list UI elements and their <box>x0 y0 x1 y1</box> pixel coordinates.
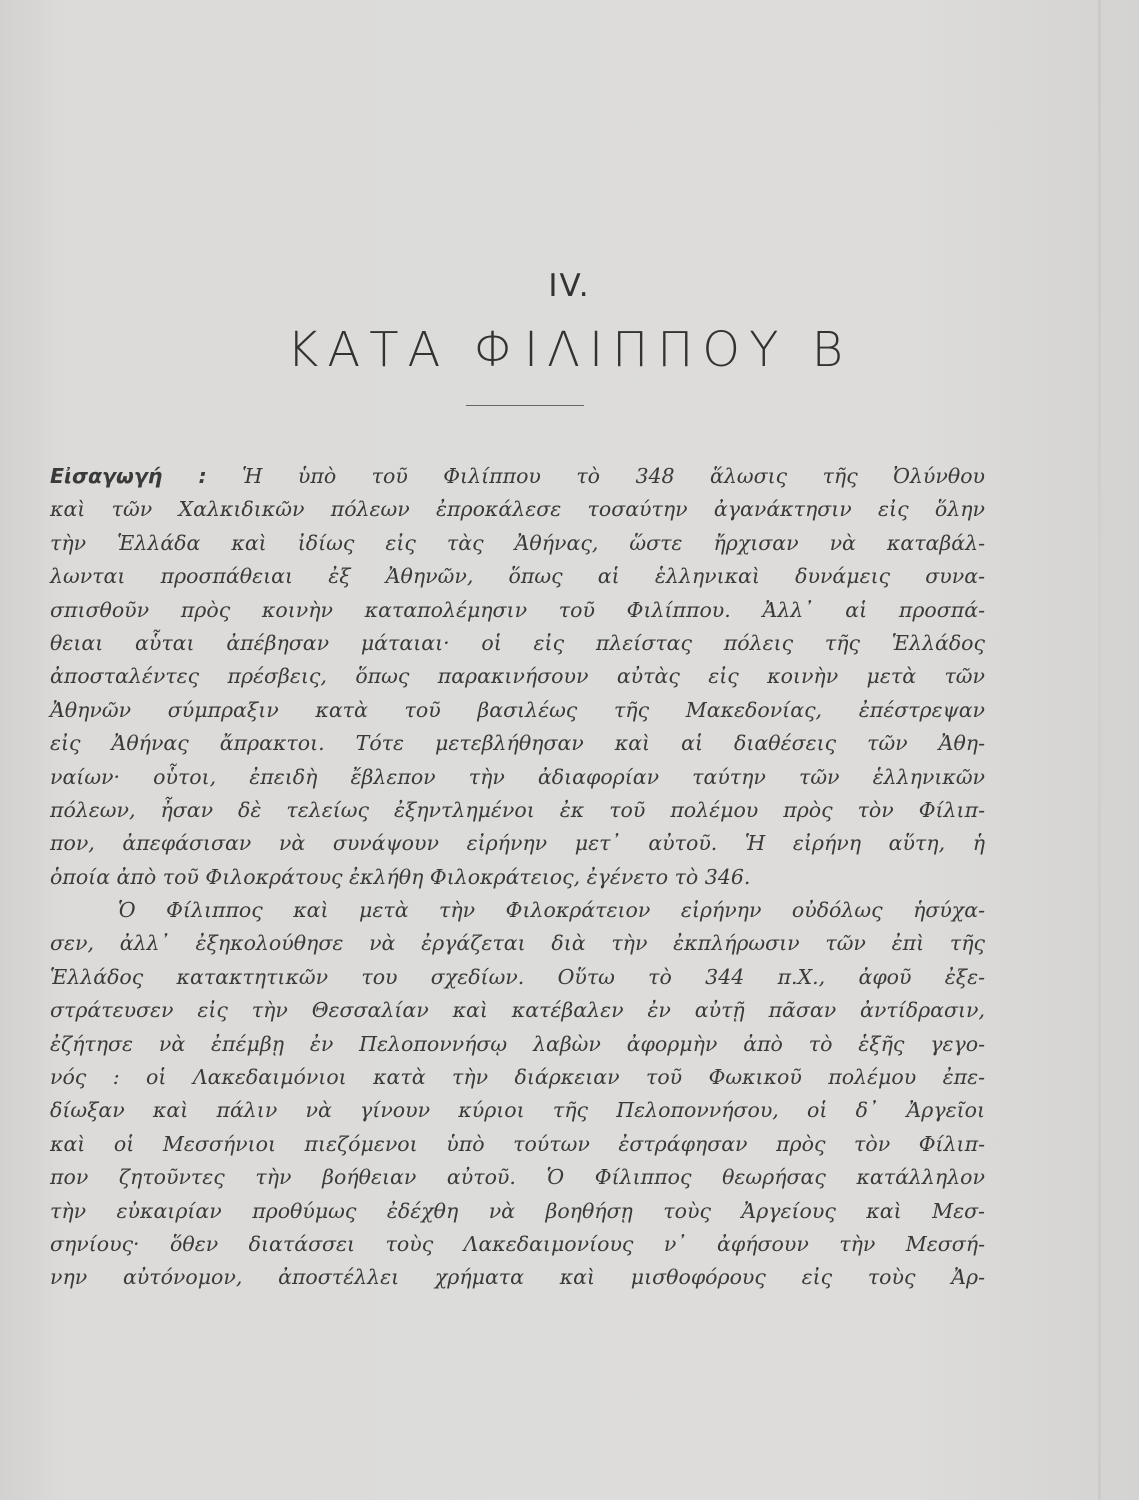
introduction-text <box>50 460 985 1295</box>
text-line: ὁποία ἀπὸ τοῦ Φιλοκράτους ἐκλήθη Φιλοκράτειος, ἐγένετο τὸ 346. <box>50 864 751 889</box>
text-line: Ἑλλάδος κατακτητικῶν του σχεδίων. Οὕτω τὸ 344 π.Χ., ἀφοῦ ἐξε- <box>50 964 985 989</box>
text-line: καὶ τῶν Χαλκιδικῶν πόλεων ἐπροκάλεσε τοσαύτην ἀγανάκτησιν εἰς ὅλην <box>50 497 985 522</box>
text-line: καὶ οἱ Μεσσήνιοι πιεζόμενοι ὑπὸ τούτων ἐστράφησαν πρὸς τὸν Φίλιπ- <box>50 1131 985 1156</box>
introduction-label: Εἰσαγωγή : <box>50 464 207 488</box>
text-line: νην αὐτόνομον, ἀποστέλλει χρήματα καὶ μισθοφόρους εἰς τοὺς Ἀρ- <box>50 1265 985 1290</box>
text-line: σεν, ἀλλ᾽ ἐξηκολούθησε νὰ ἐργάζεται διὰ τὴν ἐκπλήρωσιν τῶν ἐπὶ τῆς <box>50 931 985 956</box>
title-divider <box>466 405 584 406</box>
chapter-title: ΚΑΤΑ ΦΙΛΙΠΠΟΥ Β <box>286 322 853 378</box>
text-line: θειαι αὗται ἀπέβησαν μάταιαι· οἱ εἰς πλείστας πόλεις τῆς Ἑλλάδος <box>50 630 985 655</box>
text-line: τὴν εὐκαιρίαν προθύμως ἐδέχθη νὰ βοηθήσῃ τοὺς Ἀργείους καὶ Μεσ- <box>50 1198 985 1223</box>
text-line-content: Ἡ ὑπὸ τοῦ Φιλίππου τὸ 348 ἅλωσις τῆς Ὀλύνθου <box>242 464 985 488</box>
text-line: πόλεων, ἦσαν δὲ τελείως ἐξηντλημένοι ἐκ τοῦ πολέμου πρὸς τὸν Φίλιπ- <box>50 797 985 822</box>
text-line: λωνται προσπάθειαι ἐξ Ἀθηνῶν, ὅπως αἱ ἑλληνικαὶ δυνάμεις συνα- <box>50 564 985 589</box>
text-line: πον, ἀπεφάσισαν νὰ συνάψουν εἰρήνην μετ᾽ αὐτοῦ. Ἡ εἰρήνη αὕτη, ἡ <box>50 831 985 856</box>
text-line: στράτευσεν εἰς τὴν Θεσσαλίαν καὶ κατέβαλεν ἐν αὐτῇ πᾶσαν ἀντίδρασιν, <box>50 998 985 1023</box>
text-line: ναίων· οὗτοι, ἐπειδὴ ἔβλεπον τὴν ἀδιαφορίαν ταύτην τῶν ἑλληνικῶν <box>50 764 985 789</box>
text-line: Ὁ Φίλιππος καὶ μετὰ τὴν Φιλοκράτειον εἰρήνην οὐδόλως ἡσύχα- <box>118 898 985 923</box>
text-line: δίωξαν καὶ πάλιν νὰ γίνουν κύριοι τῆς Πελοποννήσου, οἱ δ᾽ Ἀργεῖοι <box>50 1098 985 1123</box>
text-line: πον ζητοῦντες τὴν βοήθειαν αὐτοῦ. Ὁ Φίλιππος θεωρήσας κατάλληλον <box>50 1165 985 1190</box>
text-line: σηνίους· ὅθεν διατάσσει τοὺς Λακεδαιμονίους ν᾽ ἀφήσουν τὴν Μεσσή- <box>50 1231 985 1256</box>
text-line <box>50 460 985 493</box>
text-line: ἀποσταλέντες πρέσβεις, ὅπως παρακινήσουν αὐτὰς εἰς κοινὴν μετὰ τῶν <box>50 664 985 689</box>
text-line: Ἀθηνῶν σύμπραξιν κατὰ τοῦ βασιλέως τῆς Μακεδονίας, ἐπέστρεψαν <box>50 697 985 722</box>
text-line: σπισθοῦν πρὸς κοινὴν καταπολέμησιν τοῦ Φιλίππου. Ἀλλ᾽ αἱ προσπά- <box>50 597 985 622</box>
text-line: εἰς Ἀθήνας ἄπρακτοι. Τότε μετεβλήθησαν καὶ αἱ διαθέσεις τῶν Ἀθη- <box>50 731 985 756</box>
page-gutter-shadow <box>1098 0 1101 1500</box>
chapter-number: IV. <box>548 268 591 304</box>
text-line: νός : οἱ Λακεδαιμόνιοι κατὰ τὴν διάρκειαν τοῦ Φωκικοῦ πολέμου ἐπε- <box>50 1065 985 1090</box>
text-line: ἐζήτησε νὰ ἐπέμβῃ ἐν Πελοποννήσῳ λαβὼν ἀφορμὴν ἀπὸ τὸ ἑξῆς γεγο- <box>50 1031 985 1056</box>
text-line: τὴν Ἑλλάδα καὶ ἰδίως εἰς τὰς Ἀθήνας, ὥστε ἤρχισαν νὰ καταβάλ- <box>50 530 985 555</box>
